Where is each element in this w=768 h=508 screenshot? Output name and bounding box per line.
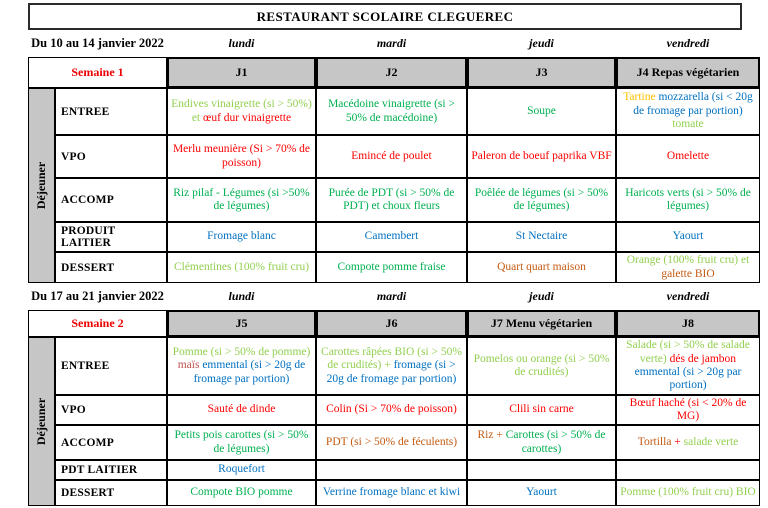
semaine-label: Semaine 1 <box>28 57 167 88</box>
menu-cell <box>167 395 316 425</box>
menu-item-segment: Salade (si > 50% de salade verte) <box>626 339 750 365</box>
menu-item-segment: Yaourt <box>672 230 704 243</box>
menu-cell <box>167 222 316 252</box>
menu-cell-text <box>338 261 446 274</box>
menu-item-segment: Paleron de boeuf paprika VBF <box>471 149 612 162</box>
jour-header: J3 <box>467 57 616 88</box>
menu-cell <box>467 460 616 480</box>
row-label: VPO <box>55 395 167 425</box>
menu-item-segment: Tortilla <box>637 435 675 448</box>
menu-item-segment: + <box>674 435 684 448</box>
menu-cell <box>467 425 616 460</box>
menu-item-segment: Soupe <box>527 104 556 117</box>
menu-item-segment: Carottes râpées BIO (si > 50% de crudités) + <box>321 345 462 372</box>
jour-header: J4 Repas végétarien <box>616 57 760 88</box>
menu-item-segment: emmental (si > 20g de fromage par portion) <box>193 359 306 385</box>
day-header: lundi <box>228 289 255 303</box>
menu-cell <box>167 425 316 460</box>
menu-cell-text <box>673 230 704 243</box>
menu-cell <box>616 337 760 395</box>
menu-item-segment: Clémentines (100% fruit cru) <box>173 260 310 273</box>
menu-cell <box>616 252 760 283</box>
menu-item-segment: Camembert <box>364 230 419 243</box>
menu-cell-text <box>218 463 265 476</box>
menu-cell-text <box>620 486 755 499</box>
menu-cell-text <box>207 230 276 243</box>
day-header: jeudi <box>529 36 554 50</box>
menu-cell-text <box>174 261 309 274</box>
menu-cell-text <box>171 143 312 170</box>
dejeuner-text: Déjeuner <box>34 161 49 210</box>
menu-cell <box>316 460 467 480</box>
menu-cell <box>316 395 467 425</box>
menu-item-segment: Pomelos ou orange (si > 50% de crudités) <box>473 352 610 378</box>
menu-item-segment: salade verte <box>683 435 739 448</box>
menu-cell-text <box>620 397 756 424</box>
menu-cell <box>316 337 467 395</box>
dejeuner-side-label <box>28 337 55 506</box>
menu-item-segment: œuf dur vinaigrette <box>203 111 292 124</box>
menu-cell <box>167 337 316 395</box>
menu-cell-text <box>620 91 756 131</box>
menu-cell <box>467 337 616 395</box>
menu-cell <box>616 425 760 460</box>
row-label: ENTREE <box>55 337 167 395</box>
menu-cell <box>316 425 467 460</box>
jour-header: J6 <box>316 310 467 337</box>
row-label: ACCOMP <box>55 178 167 222</box>
menu-item-segment: Tartine <box>623 91 659 104</box>
menu-item-segment: Colin (Si > 70% de poisson) <box>326 403 457 416</box>
menu-cell-text <box>527 105 556 118</box>
week-section-2 <box>28 283 760 506</box>
menu-item-segment: Pomme (100% fruit cru) BIO <box>620 486 756 499</box>
menu-item-segment: Riz pilaf - Légumes (si >50% de légumes) <box>173 186 310 212</box>
menu-cell-text <box>326 436 457 449</box>
day-header: vendredi <box>666 36 710 50</box>
menu-cell <box>167 88 316 135</box>
menu-cell-text <box>471 429 612 456</box>
menu-cell <box>616 460 760 480</box>
week-section-1 <box>28 30 760 283</box>
menu-item-segment: mozzarella (si < 20g de fromage par portion) <box>633 91 753 117</box>
menu-item-segment: Bœuf haché (si < 20% de MG) <box>629 396 747 422</box>
menu-cell-text <box>620 254 756 281</box>
menu-cell <box>316 480 467 506</box>
menu-cell-text <box>526 486 557 499</box>
menu-cell-text <box>171 346 312 386</box>
menu-cell-text <box>171 429 312 456</box>
menu-cell-text <box>497 261 586 274</box>
menu-item-segment: PDT (si > 50% de féculents) <box>325 435 458 448</box>
menu-cell-text <box>471 150 611 163</box>
menu-item-segment: Fromage blanc <box>207 230 276 243</box>
menu-cell <box>467 222 616 252</box>
row-label: PRODUIT LAITIER <box>55 222 167 252</box>
menu-cell <box>316 252 467 283</box>
menu-item-segment: tomate <box>672 118 704 131</box>
menu-cell-text <box>208 403 276 416</box>
menu-item-segment: Roquefort <box>218 463 265 476</box>
menu-cell-text <box>351 150 431 163</box>
menu-cell-text <box>471 353 612 380</box>
menu-item-segment: Haricots verts (si > 50% de légumes) <box>625 186 751 212</box>
menu-item-segment: Poêlée de légumes (si > 50% de légumes) <box>474 186 609 212</box>
day-header: vendredi <box>666 289 710 303</box>
menu-cell-text <box>190 486 292 499</box>
jour-header: J2 <box>316 57 467 88</box>
menu-cell-text <box>638 436 739 449</box>
menu-cell-text <box>320 346 463 386</box>
menu-cell <box>616 88 760 135</box>
menu-cell <box>616 395 760 425</box>
menu-cell <box>316 222 467 252</box>
menu-item-segment: emmental (si > 20g par portion) <box>634 366 742 392</box>
semaine-label: Semaine 2 <box>28 310 167 337</box>
menu-item-segment: Merlu meunière (Si > 70% de poisson) <box>172 143 311 169</box>
menu-cell <box>167 178 316 222</box>
menu-item-segment: Compote pomme fraise <box>337 260 446 273</box>
jour-header: J5 <box>167 310 316 337</box>
menu-item-segment: Endives vinaigrette (si > 50%) et <box>171 98 312 124</box>
menu-item-segment: Quart quart maison <box>497 260 586 273</box>
week-table <box>28 30 760 283</box>
menu-cell <box>467 480 616 506</box>
menu-item-segment: Purée de PDT (si > 50% de PDT) et choux fleurs <box>328 186 455 212</box>
menu-item-segment: Omelette <box>666 149 710 162</box>
menu-cell <box>316 135 467 178</box>
page-title-text: RESTAURANT SCOLAIRE CLEGUEREC <box>256 8 514 24</box>
menu-cell <box>316 88 467 135</box>
row-label: VPO <box>55 135 167 178</box>
row-label: DESSERT <box>55 252 167 283</box>
menu-cell-text <box>509 403 574 416</box>
menu-item-segment: Verrine fromage blanc et kiwi <box>322 486 461 499</box>
day-header: mardi <box>376 289 407 303</box>
menu-item-segment: Compote BIO pomme <box>190 486 293 499</box>
menu-item-segment: dés de jambon <box>669 352 737 365</box>
jour-header: J7 Menu végétarien <box>467 310 616 337</box>
menu-item-segment: Orange (100% fruit cru) et <box>626 254 750 267</box>
menu-cell <box>616 480 760 506</box>
menu-cell <box>316 178 467 222</box>
menu-cell <box>467 135 616 178</box>
week-table <box>28 283 760 506</box>
menu-item-segment: Carottes (si > 50% de carottes) <box>505 429 606 455</box>
menu-cell <box>167 460 316 480</box>
menu-cell <box>616 135 760 178</box>
day-header: jeudi <box>529 289 554 303</box>
menu-cell <box>467 178 616 222</box>
menu-item-segment: Pomme (si > 50% de pomme) <box>172 345 311 358</box>
jour-header: J8 <box>616 310 760 337</box>
menu-item-segment: Yaourt <box>526 486 557 499</box>
page-title <box>28 3 742 30</box>
menu-cell <box>167 480 316 506</box>
menu-cell <box>167 135 316 178</box>
menu-cell-text <box>323 486 460 499</box>
menu-cell <box>467 252 616 283</box>
menu-cell-text <box>516 230 567 243</box>
menu-cell-text <box>471 187 612 214</box>
row-label: PDT LAITIER <box>55 460 167 480</box>
row-label: DESSERT <box>55 480 167 506</box>
menu-cell-text <box>171 98 312 125</box>
menu-cell-text <box>320 187 463 214</box>
menu-item-segment: Clili sin carne <box>509 403 574 416</box>
menu-item-segment: St Nectaire <box>515 230 568 243</box>
row-label: ENTREE <box>55 88 167 135</box>
menu-item-segment: Emincé de poulet <box>351 149 432 162</box>
dejeuner-side-label <box>28 88 55 283</box>
day-header: lundi <box>228 36 255 50</box>
menu-item-segment: Riz + <box>477 429 506 442</box>
menu-cell-text <box>320 98 463 125</box>
menu-item-segment: Macédoine vinaigrette (si > 50% de macédoine) <box>328 98 455 124</box>
menu-cell-text <box>620 339 756 393</box>
day-header: mardi <box>376 36 407 50</box>
menu-cell <box>467 395 616 425</box>
row-label: ACCOMP <box>55 425 167 460</box>
menu-cell-text <box>365 230 419 243</box>
menu-item-segment: fromage (si > 20g de fromage par portion) <box>326 359 457 385</box>
menu-item-segment: maïs <box>177 359 203 372</box>
menu-cell <box>616 222 760 252</box>
menu-cell-text <box>620 187 756 214</box>
menu-cell <box>616 178 760 222</box>
menu-cell-text <box>667 150 709 163</box>
menu-cell <box>467 88 616 135</box>
date-range: Du 17 au 21 janvier 2022 <box>31 289 164 303</box>
menu-item-segment: galette BIO <box>661 267 715 280</box>
menu-cell-text <box>171 187 312 214</box>
date-range: Du 10 au 14 janvier 2022 <box>31 36 164 50</box>
jour-header: J1 <box>167 57 316 88</box>
menu-cell <box>167 252 316 283</box>
dejeuner-text: Déjeuner <box>34 397 49 446</box>
menu-item-segment: Petits pois carottes (si > 50% de légumes) <box>174 429 309 455</box>
menu-item-segment: Sauté de dinde <box>207 403 276 416</box>
menu-cell-text <box>326 403 457 416</box>
